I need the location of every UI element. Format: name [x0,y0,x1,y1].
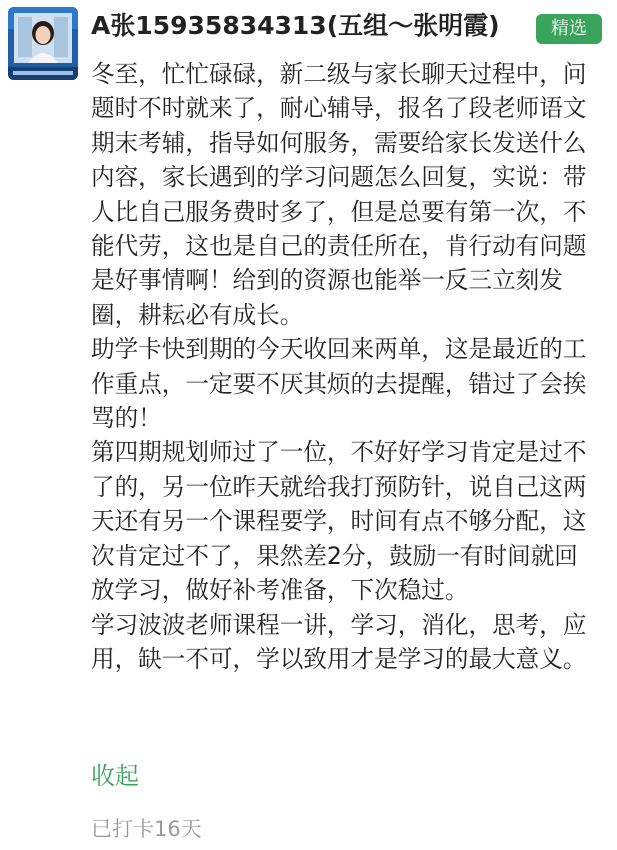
avatar-photo-icon [8,7,78,80]
post-paragraph: 助学卡快到期的今天收回来两单，这是最近的工作重点，一定要不厌其烦的去提醒，错过了会挨骂的！ [91,335,587,433]
avatar[interactable] [8,7,78,80]
collapse-link[interactable]: 收起 [91,762,139,790]
checkin-status: 已打卡16天 [91,817,202,841]
author-name[interactable]: A张15935834313(五组～张明霞) [91,11,500,40]
post-paragraph: 学习波波老师课程一讲，学习，消化，思考，应用，缺一不可，学以致用才是学习的最大意义。 [91,610,587,673]
post-content [91,57,601,676]
post-paragraph: 第四期规划师过了一位，不好好学习肯定是过不了的，另一位昨天就给我打预防针，说自己这两天还有另一个课程要学，时间有点不够分配，这次肯定过不了，果然差2分，鼓励一有时间就回放学习，做好补考准备，下次稳过。 [91,438,587,605]
featured-badge: 精选 [536,14,602,44]
post-paragraph: 冬至，忙忙碌碌，新二级与家长聊天过程中，问题时不时就来了，耐心辅导，报名了段老师语文期末考辅，指导如何服务，需要给家长发送什么内容，家长遇到的学习问题怎么回复，实说：带人比自己服务费时多了，但是总要有第一次，不能代劳，这也是自己的责任所在，肯行动有问题是好事情啊！给到的资源也能举一反三立刻发圈，耕耘必有成长。 [91,60,587,329]
